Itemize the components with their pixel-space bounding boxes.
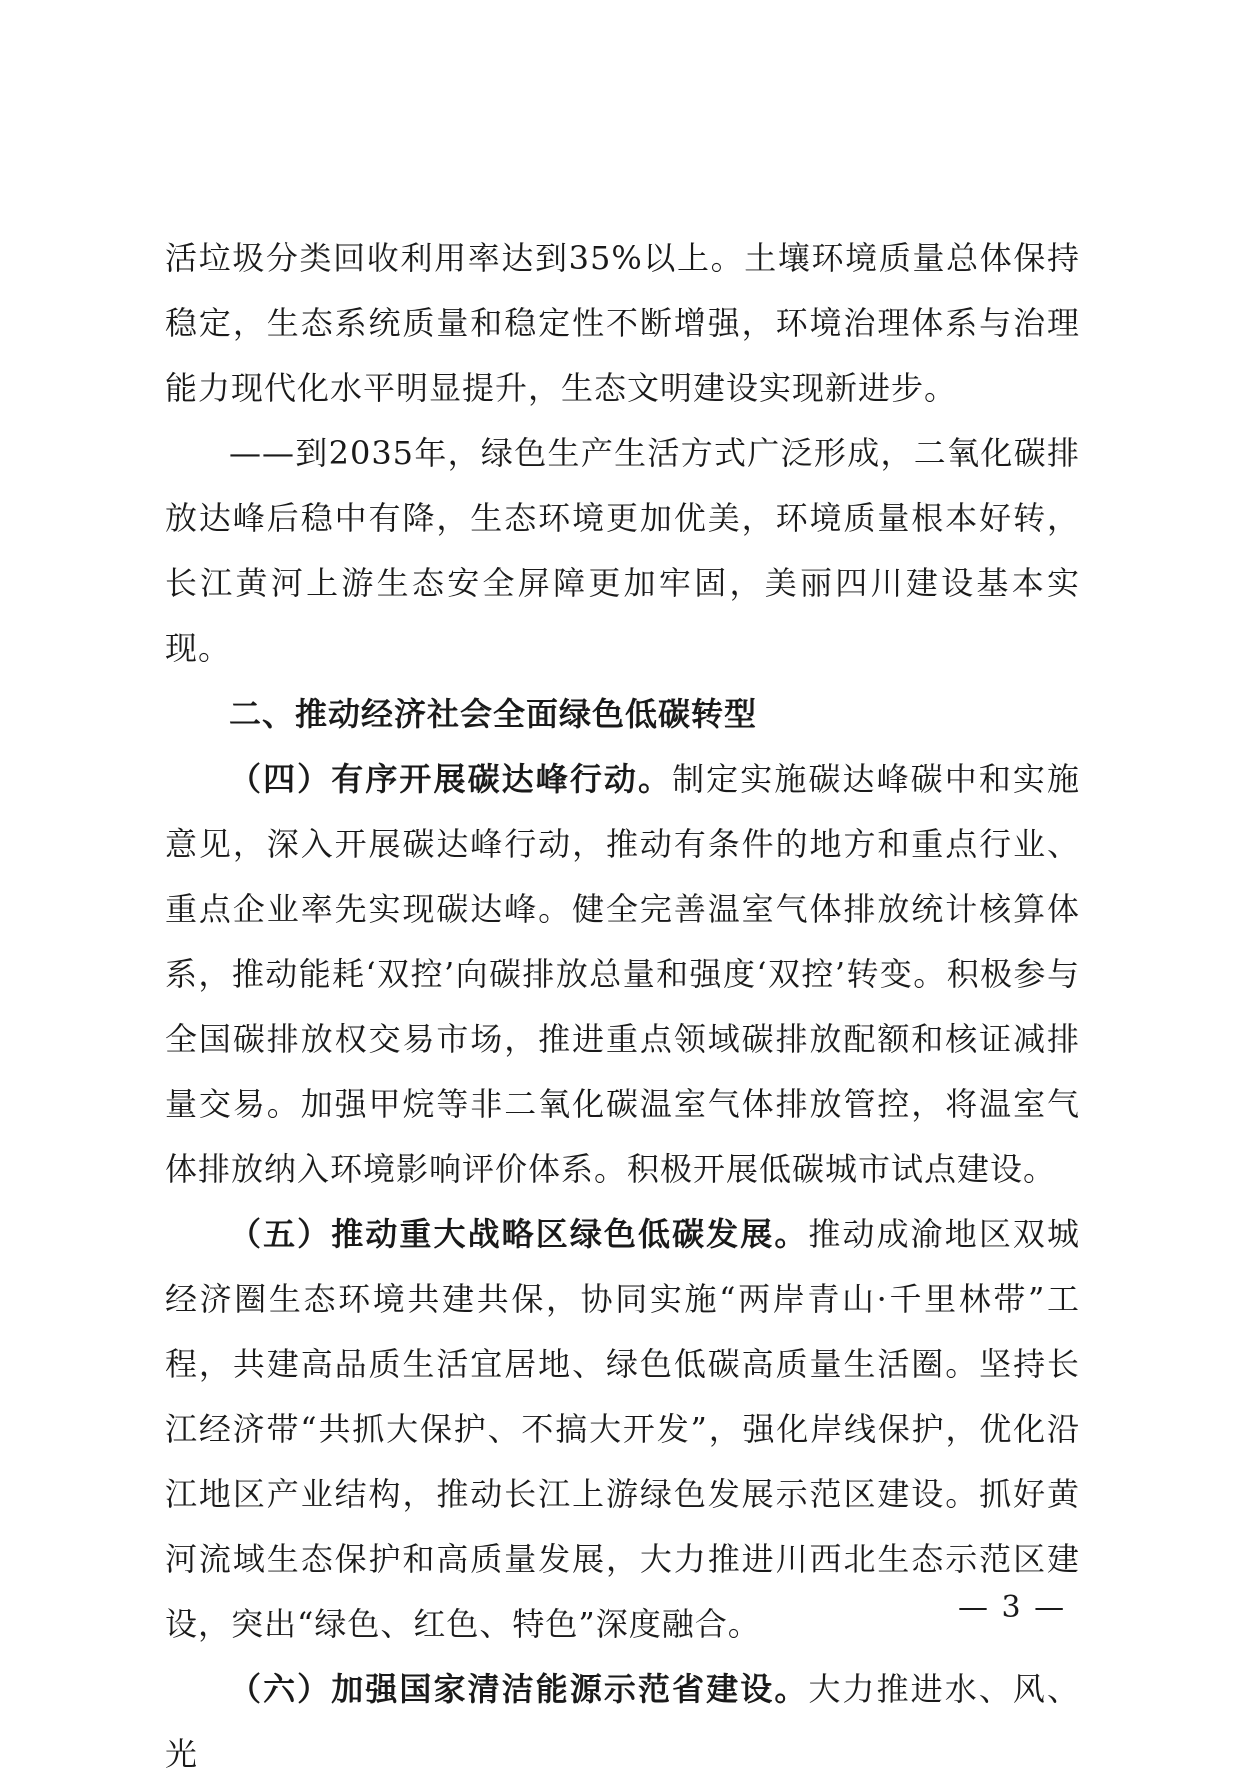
paragraph-body-5: 推动成渝地区双城经济圈生态环境共建共保，协同实施“两岸青山·千里林带”工程，共建高品质生活宜居地、绿色低碳高质量生活圈。坚持长江经济带“共抓大保护、不搞大开发”，强化岸线保护，优化沿江地区产业结构，推动长江上游绿色发展示范区建设。抓好黄河流域生态保护和高质量发展，大力推进川西北生态示范区建设，突出“绿色、红色、特色”深度融合。 [165,1215,1080,1643]
page-number: — 3 — [958,1590,1067,1625]
paragraph-lead-5: （五）推动重大战略区绿色低碳发展。 [229,1215,809,1253]
section-heading: 二、推动经济社会全面绿色低碳转型 [229,695,758,733]
paragraph-lead-6: （六）加强国家清洁能源示范省建设。 [229,1670,809,1708]
paragraph-carbon-peak [165,747,1080,1202]
paragraph-2035-goal: ——到2035年，绿色生产生活方式广泛形成，二氧化碳排放达峰后稳中有降，生态环境更加优美，环境质量根本好转，长江黄河上游生态安全屏障更加牢固，美丽四川建设基本实现。 [165,434,1080,667]
paragraph-strategic-areas [165,1202,1080,1657]
paragraph-body-4: 制定实施碳达峰碳中和实施意见，深入开展碳达峰行动，推动有条件的地方和重点行业、重点企业率先实现碳达峰。健全完善温室气体排放统计核算体系，推动能耗‘双控’向碳排放总量和强度‘双控’转变。积极参与全国碳排放权交易市场，推进重点领域碳排放配额和核证减排量交易。加强甲烷等非二氧化碳温室气体排放管控，将温室气体排放纳入环境影响评价体系。积极开展低碳城市试点建设。 [165,760,1080,1188]
document-body [165,226,1080,1787]
paragraph-clean-energy [165,1657,1080,1787]
paragraph-continuation: 活垃圾分类回收利用率达到35%以上。土壤环境质量总体保持稳定，生态系统质量和稳定性不断增强，环境治理体系与治理能力现代化水平明显提升，生态文明建设实现新进步。 [165,239,1080,407]
paragraph-lead-4: （四）有序开展碳达峰行动。 [229,760,673,798]
paragraph-body-6: 大力推进水、风、光 [165,1670,1080,1773]
